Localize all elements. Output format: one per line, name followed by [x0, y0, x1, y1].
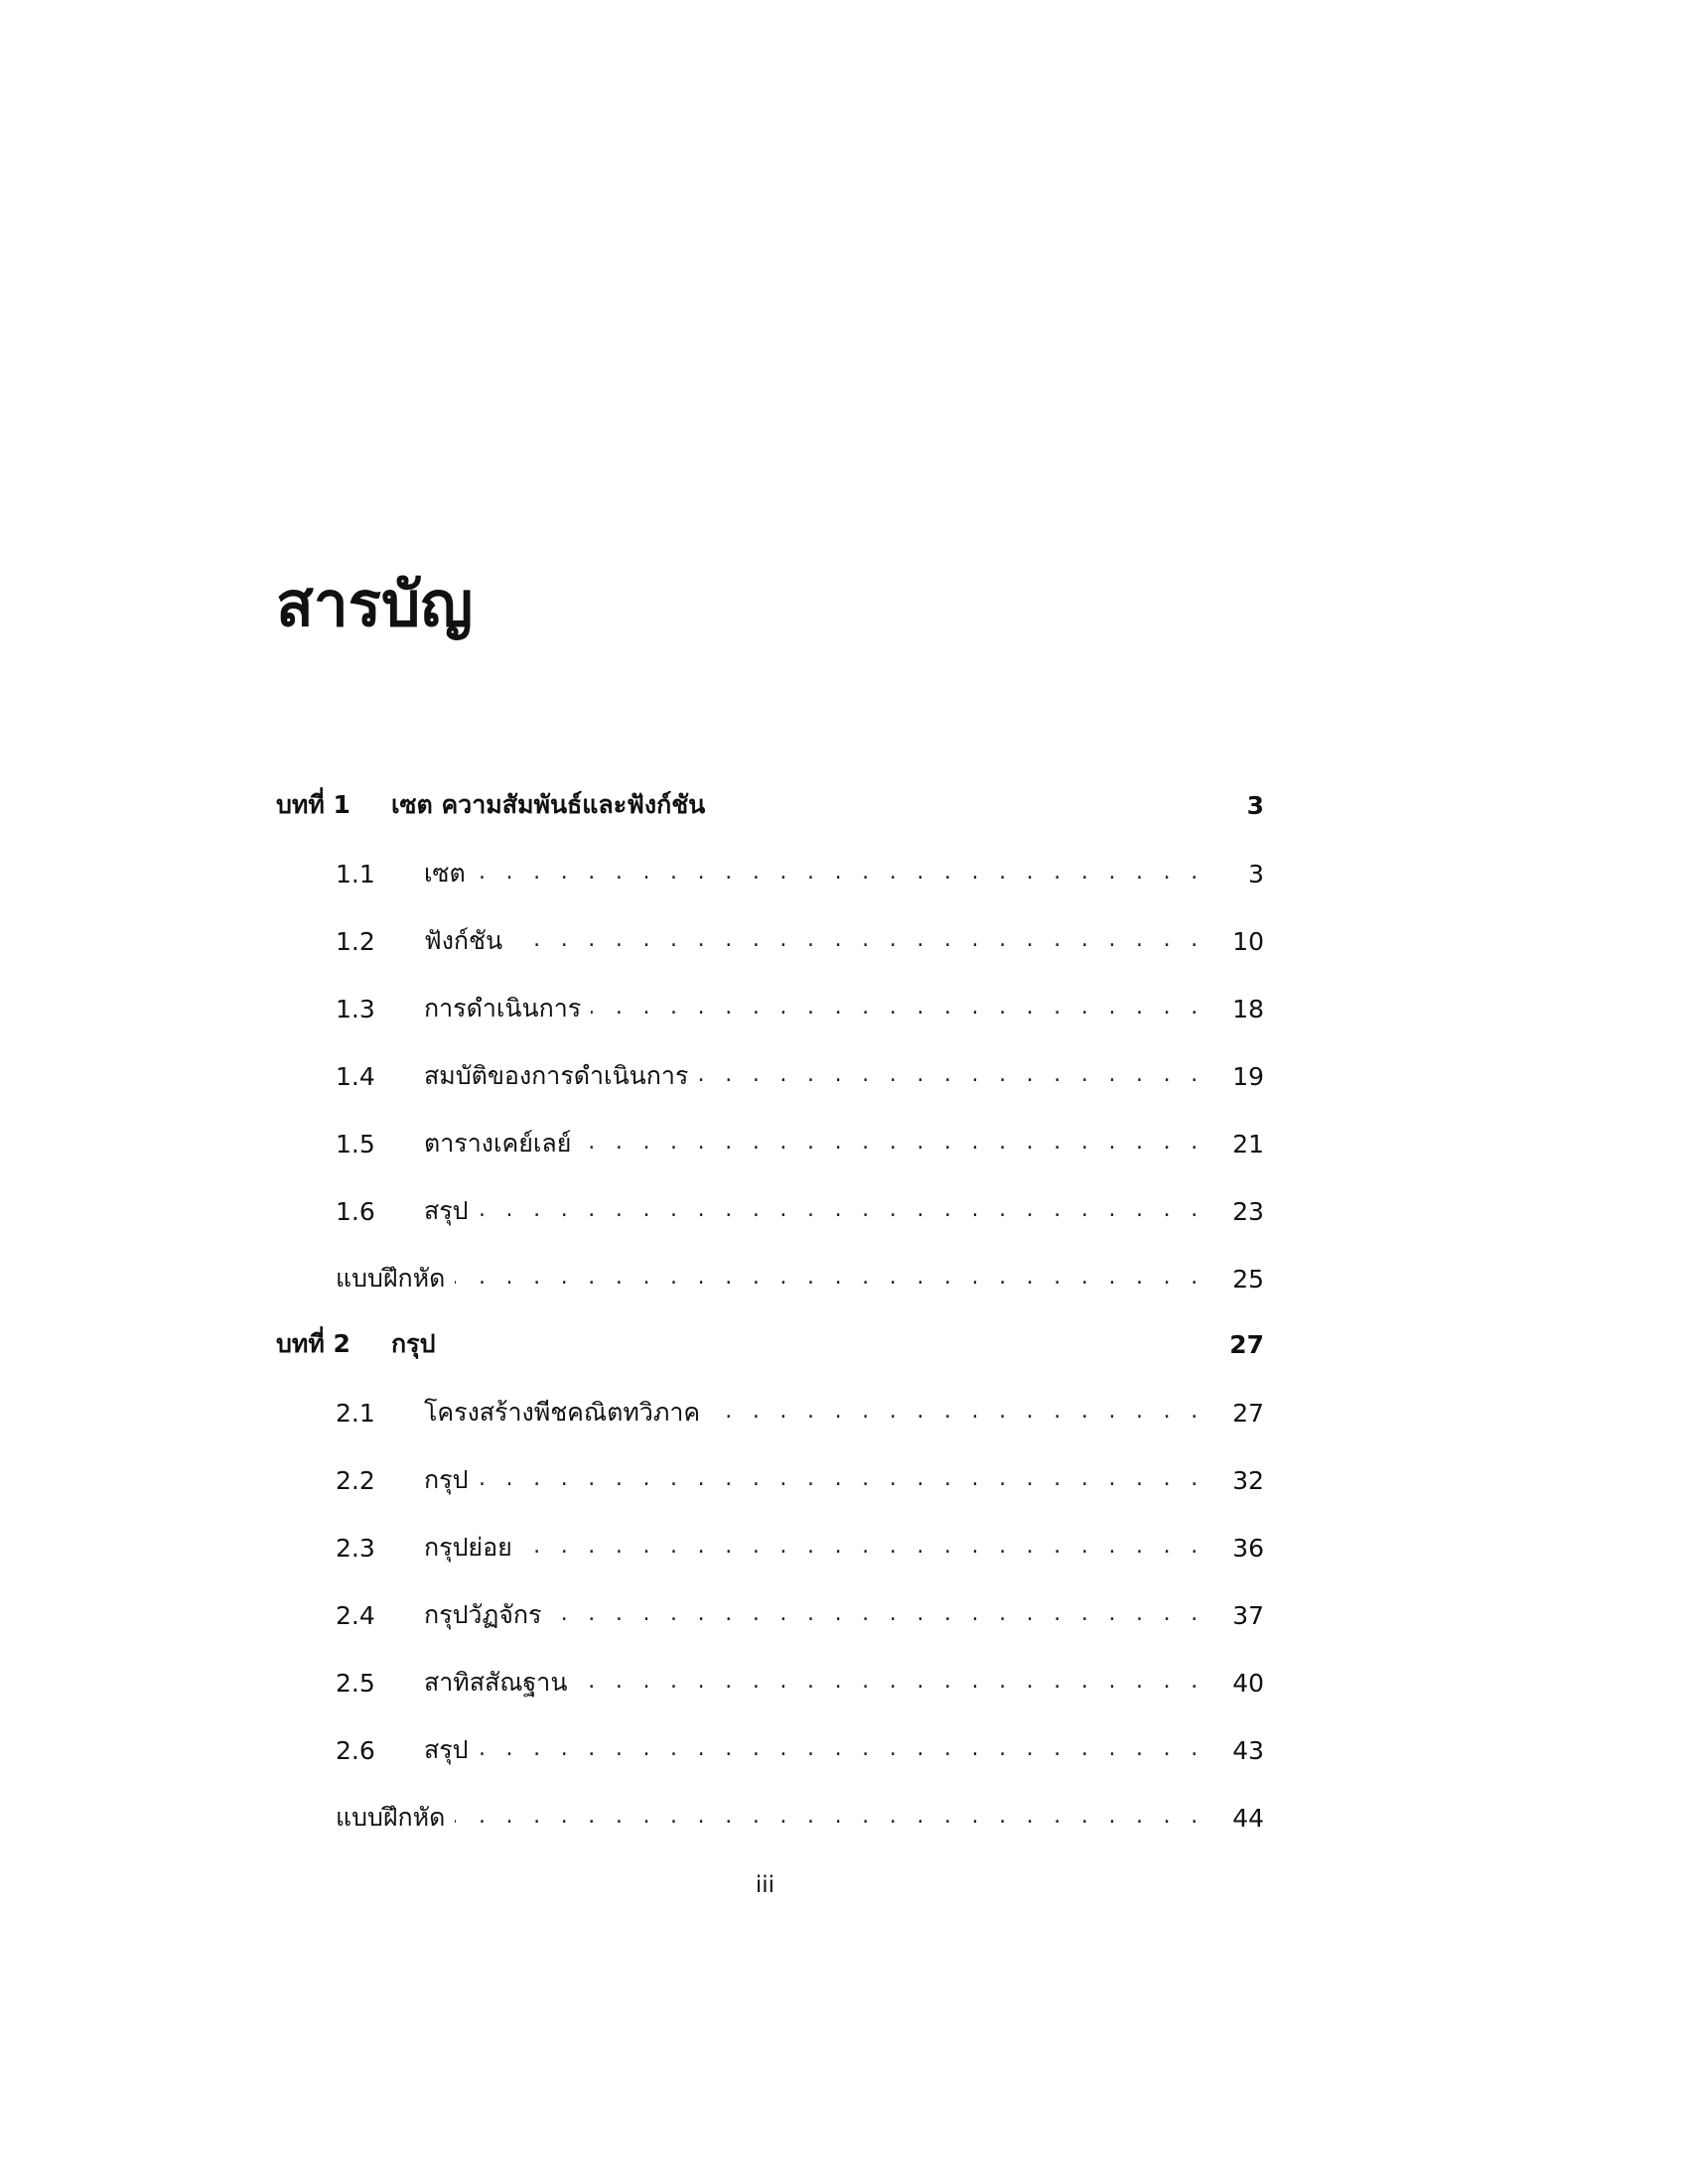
toc-section-1-4[interactable]	[276, 1051, 1264, 1101]
toc-section-1-1[interactable]	[276, 849, 1264, 898]
section-number: 1.3	[336, 994, 375, 1024]
toc-chapter-1[interactable]	[276, 780, 1264, 830]
dot-leader	[476, 860, 1204, 887]
section-number: 2.1	[336, 1398, 375, 1428]
toc-section-2-3[interactable]	[276, 1523, 1264, 1572]
section-title: กรุปย่อย	[424, 1533, 512, 1562]
section-title: ฟังก์ชัน	[424, 926, 503, 955]
section-number: 2.2	[336, 1465, 375, 1495]
dot-leader	[478, 1466, 1204, 1494]
section-page-number: 37	[1232, 1600, 1264, 1630]
chapter-title: กรุป	[391, 1329, 436, 1358]
section-page-number: 18	[1232, 994, 1264, 1024]
toc-section-2-1[interactable]	[276, 1388, 1264, 1437]
section-page-number: 25	[1232, 1264, 1264, 1294]
toc-section-1-6[interactable]	[276, 1186, 1264, 1236]
toc-chapter-2[interactable]	[276, 1319, 1264, 1369]
chapter-label: บทที่ 1	[276, 790, 351, 819]
toc-exercise-2[interactable]	[276, 1793, 1264, 1843]
dot-leader	[522, 1534, 1204, 1562]
section-page-number: 36	[1232, 1533, 1264, 1563]
toc-section-1-5[interactable]	[276, 1119, 1264, 1168]
toc-section-1-3[interactable]	[276, 984, 1264, 1033]
section-title: ตารางเคย์เลย์	[424, 1129, 572, 1158]
section-title: สรุป	[424, 1196, 469, 1225]
dot-leader	[455, 1804, 1204, 1832]
dot-leader	[551, 1601, 1204, 1629]
page-title: สารบัญ	[276, 568, 474, 640]
section-title: เซต	[424, 859, 466, 887]
section-number: 1.6	[336, 1196, 375, 1226]
section-page-number: 10	[1232, 926, 1264, 956]
section-number: 2.5	[336, 1668, 375, 1698]
chapter-title: เซต ความสัมพันธ์และฟังก์ชัน	[391, 790, 706, 819]
toc-section-2-2[interactable]	[276, 1455, 1264, 1505]
section-number: 2.6	[336, 1735, 375, 1765]
section-number: 1.5	[336, 1129, 375, 1159]
section-number: 2.3	[336, 1533, 375, 1563]
section-page-number: 19	[1232, 1061, 1264, 1091]
toc-section-1-2[interactable]	[276, 916, 1264, 966]
dot-leader	[710, 1399, 1204, 1427]
section-title: สมบัติของการดำเนินการ	[424, 1061, 689, 1090]
section-number: 1.1	[336, 859, 375, 888]
section-number: 1.2	[336, 926, 375, 956]
section-title: สาทิสสัณฐาน	[424, 1668, 568, 1697]
section-title: โครงสร้างพีชคณิตทวิภาค	[424, 1398, 701, 1427]
section-number: 2.4	[336, 1600, 375, 1630]
section-number: 1.4	[336, 1061, 375, 1091]
toc-section-2-4[interactable]	[276, 1590, 1264, 1640]
toc-exercise-1[interactable]	[276, 1254, 1264, 1303]
section-page-number: 40	[1232, 1668, 1264, 1698]
table-of-contents	[276, 0, 1264, 2184]
section-page-number: 43	[1232, 1735, 1264, 1765]
dot-leader	[591, 995, 1204, 1023]
section-page-number: 21	[1232, 1129, 1264, 1159]
section-page-number: 32	[1232, 1465, 1264, 1495]
section-page-number: 44	[1232, 1803, 1264, 1833]
exercise-title: แบบฝึกหัด	[336, 1803, 446, 1832]
dot-leader	[512, 927, 1204, 955]
footer-page-number: iii	[755, 1872, 775, 1898]
dot-leader	[479, 1197, 1204, 1225]
dot-leader	[577, 1669, 1204, 1697]
section-page-number: 3	[1248, 859, 1264, 888]
section-title: สรุป	[424, 1735, 469, 1764]
dot-leader	[455, 1265, 1204, 1293]
toc-section-2-6[interactable]	[276, 1725, 1264, 1775]
section-page-number: 23	[1232, 1196, 1264, 1226]
toc-section-2-5[interactable]	[276, 1658, 1264, 1707]
dot-leader	[479, 1736, 1204, 1764]
section-title: กรุปวัฏจักร	[424, 1600, 542, 1629]
chapter-page-number: 27	[1229, 1329, 1264, 1359]
chapter-label: บทที่ 2	[276, 1329, 351, 1358]
section-title: การดำเนินการ	[424, 994, 582, 1023]
chapter-page-number: 3	[1246, 790, 1264, 820]
section-title: กรุป	[424, 1465, 469, 1494]
dot-leader	[698, 1062, 1204, 1090]
section-page-number: 27	[1232, 1398, 1264, 1428]
exercise-title: แบบฝึกหัด	[336, 1264, 446, 1293]
dot-leader	[581, 1130, 1204, 1158]
